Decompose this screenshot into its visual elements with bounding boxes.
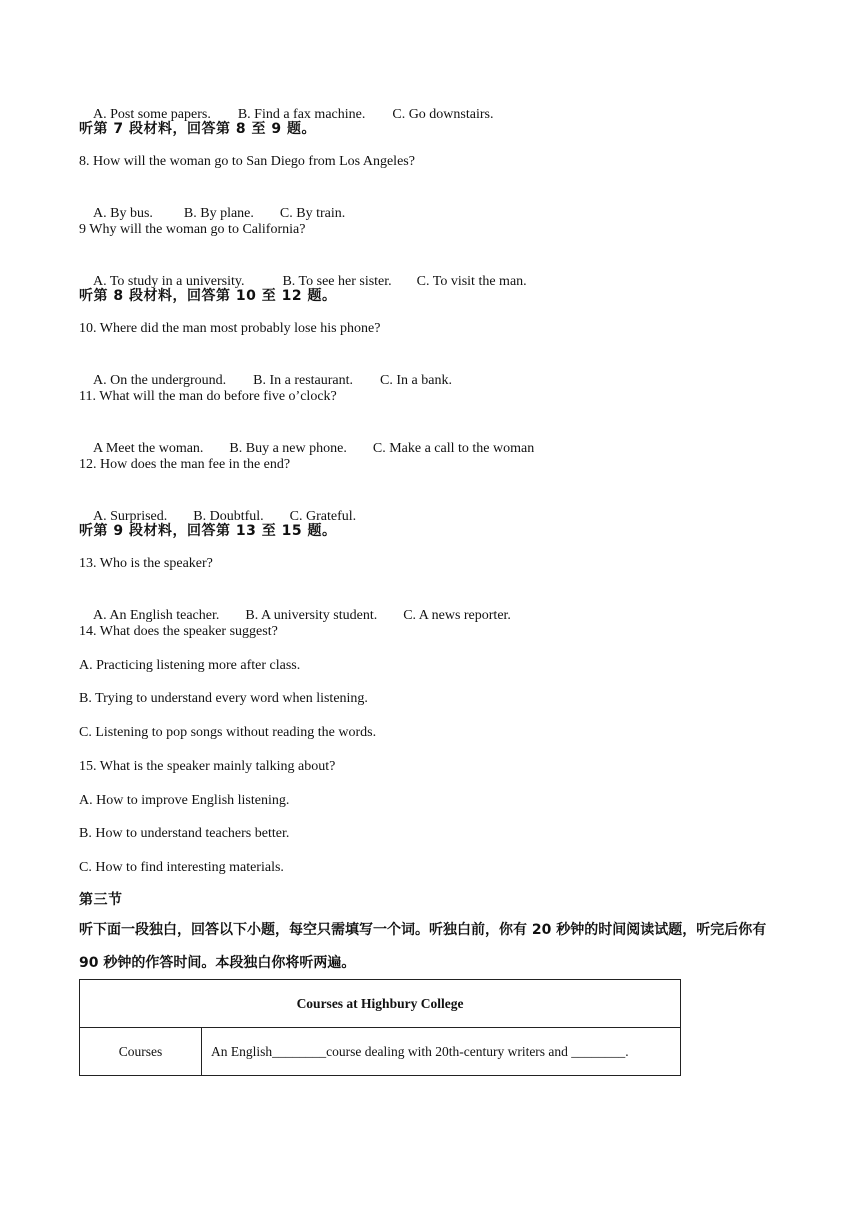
q9-option-a: A. To study in a university.: [93, 274, 245, 289]
q14-option-b: B. Trying to understand every word when listening.: [79, 691, 368, 706]
q10-option-c: C. In a bank.: [380, 373, 452, 388]
q11-option-b: B. Buy a new phone.: [229, 441, 347, 456]
q7-option-a: A. Post some papers.: [93, 107, 211, 122]
courses-table: [79, 979, 681, 1076]
q15-option-c: C. How to find interesting materials.: [79, 860, 284, 875]
q13-option-a: A. An English teacher.: [93, 608, 220, 623]
q14-option-a: A. Practicing listening more after class.: [79, 658, 301, 673]
q8-option-a: A. By bus.: [93, 206, 153, 221]
q13-text: 13. Who is the speaker?: [79, 556, 213, 571]
q9-option-c: C. To visit the man.: [416, 274, 527, 289]
section8-heading: 听第 8 段材料，回答第 10 至 12 题。: [79, 288, 337, 304]
q12-option-b: B. Doubtful.: [193, 509, 264, 524]
q12-option-c: C. Grateful.: [289, 509, 357, 524]
q10-text: 10. Where did the man most probably lose his phone?: [79, 321, 381, 336]
table-row: [80, 1028, 681, 1076]
table-row-content: An English________course dealing with 20th-century writers and ________.: [202, 1028, 681, 1076]
section9-heading: 听第 9 段材料，回答第 13 至 15 题。: [79, 523, 337, 539]
q9-option-b: B. To see her sister.: [282, 274, 392, 289]
q14-option-c: C. Listening to pop songs without reading the words.: [79, 725, 377, 740]
q10-option-a: A. On the underground.: [93, 373, 227, 388]
section3-instructions: 听下面一段独白，回答以下小题，每空只需填写一个词。听独白前，你有 20 秒钟的时间阅读试题，听完后你有 90 秒钟的作答时间。本段独白你将听两遍。: [79, 922, 767, 971]
q8-option-c: C. By train.: [279, 206, 346, 221]
table-title: Courses at Highbury College: [80, 980, 681, 1028]
section7-heading: 听第 7 段材料，回答第 8 至 9 题。: [79, 121, 316, 137]
q10-option-b: B. In a restaurant.: [253, 373, 354, 388]
q14-text: 14. What does the speaker suggest?: [79, 624, 278, 639]
q8-option-b: B. By plane.: [183, 206, 254, 221]
q13-option-b: B. A university student.: [245, 608, 378, 623]
table-row-label: Courses: [80, 1028, 202, 1076]
q11-option-a: A Meet the woman.: [93, 441, 204, 456]
section3-title: 第三节: [79, 892, 123, 908]
q15-option-b: B. How to understand teachers better.: [79, 826, 290, 841]
q12-text: 12. How does the man fee in the end?: [79, 457, 291, 472]
q9-text: 9 Why will the woman go to California?: [79, 222, 306, 237]
q11-option-c: C. Make a call to the woman: [372, 441, 535, 456]
q7-option-b: B. Find a fax machine.: [237, 107, 366, 122]
q15-text: 15. What is the speaker mainly talking about?: [79, 759, 336, 774]
q8-text: 8. How will the woman go to San Diego from Los Angeles?: [79, 154, 415, 169]
q13-option-c: C. A news reporter.: [403, 608, 511, 623]
q7-option-c: C. Go downstairs.: [392, 107, 494, 122]
q11-text: 11. What will the man do before five o’clock?: [79, 389, 337, 404]
q12-option-a: A. Surprised.: [93, 509, 168, 524]
q15-option-a: A. How to improve English listening.: [79, 793, 290, 808]
